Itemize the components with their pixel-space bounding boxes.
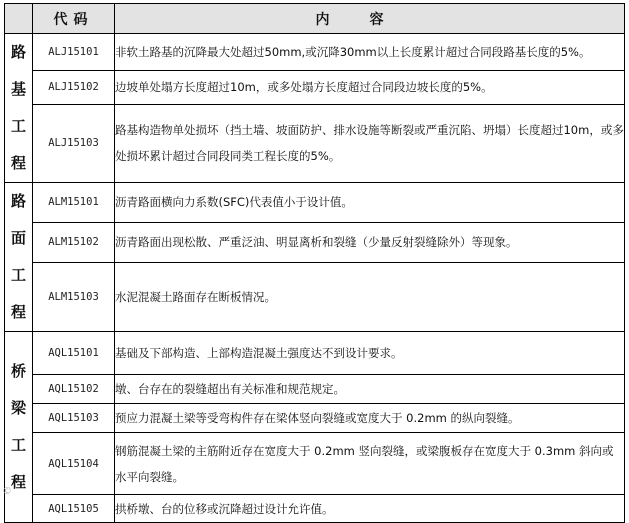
code-cell: AQL15105: [33, 495, 115, 523]
table-row: [5, 433, 625, 495]
quality-defect-table: [4, 3, 625, 523]
table-row: [5, 495, 625, 523]
header-code: 代码: [33, 4, 115, 34]
content-cell: 非软土路基的沉降最大处超过50mm,或沉降30mm以上长度累计超过合同段路基长度的5%。: [115, 34, 625, 71]
code-cell: ALM15101: [33, 183, 115, 223]
code-cell: ALM15102: [33, 222, 115, 262]
header-category: [5, 4, 33, 34]
category-char: 梁: [10, 399, 26, 417]
table-row: [5, 70, 625, 104]
table-row: [5, 375, 625, 404]
category-char: 工: [10, 117, 26, 135]
code-cell: AQL15101: [33, 332, 115, 375]
table-header-row: [5, 4, 625, 34]
code-cell: ALM15103: [33, 262, 115, 331]
code-cell: ALJ15103: [33, 104, 115, 182]
content-cell: 边坡单处塌方长度超过10m，或多处塌方长度超过合同段边坡长度的5%。: [115, 70, 625, 104]
category-char: 程: [10, 473, 26, 491]
category-char: 工: [10, 436, 26, 454]
code-cell: AQL15104: [33, 433, 115, 495]
category-char: 面: [10, 229, 26, 247]
category-char: 程: [10, 154, 26, 172]
content-cell: 预应力混凝土梁等受弯构件存在梁体竖向裂缝或宽度大于 0.2mm 的纵向裂缝。: [115, 404, 625, 433]
table-row: [5, 262, 625, 331]
header-content: 内容: [115, 4, 625, 34]
code-cell: ALJ15101: [33, 34, 115, 71]
category-char: 基: [10, 80, 26, 98]
code-cell: ALJ15102: [33, 70, 115, 104]
code-cell: AQL15103: [33, 404, 115, 433]
content-cell: 墩、台存在的裂缝超出有关标准和规范规定。: [115, 375, 625, 404]
content-cell: 沥青路面出现松散、严重泛油、明显离析和裂缝（少量反射裂缝除外）等现象。: [115, 222, 625, 262]
watermark-mark: ©: [2, 486, 12, 497]
table-row: [5, 404, 625, 433]
content-cell: 水泥混凝土路面存在断板情况。: [115, 262, 625, 331]
content-cell: 基础及下部构造、上部构造混凝土强度达不到设计要求。: [115, 332, 625, 375]
table-row: [5, 183, 625, 223]
content-cell: 拱桥墩、台的位移或沉降超过设计允许值。: [115, 495, 625, 523]
table-row: [5, 222, 625, 262]
category-char: 路: [10, 43, 26, 61]
category-char: 程: [10, 303, 26, 321]
content-cell: 路基构造物单处损坏（挡土墙、坡面防护、排水设施等断裂或严重沉陷、坍塌）长度超过10m，或多处损坏累计超过合同段同类工程长度的5%。: [115, 104, 625, 182]
table-row: [5, 332, 625, 375]
category-char: 桥: [10, 362, 26, 380]
category-cell-subgrade: [5, 34, 33, 183]
code-cell: AQL15102: [33, 375, 115, 404]
category-char: 路: [10, 192, 26, 210]
content-cell: 钢筋混凝土梁的主筋附近存在宽度大于 0.2mm 竖向裂缝，或梁腹板存在宽度大于 0.3mm 斜向或水平向裂缝。: [115, 433, 625, 495]
table-row: [5, 104, 625, 182]
category-char: 工: [10, 266, 26, 284]
content-cell: 沥青路面横向力系数(SFC)代表值小于设计值。: [115, 183, 625, 223]
table-row: [5, 34, 625, 71]
category-cell-pavement: [5, 183, 33, 332]
